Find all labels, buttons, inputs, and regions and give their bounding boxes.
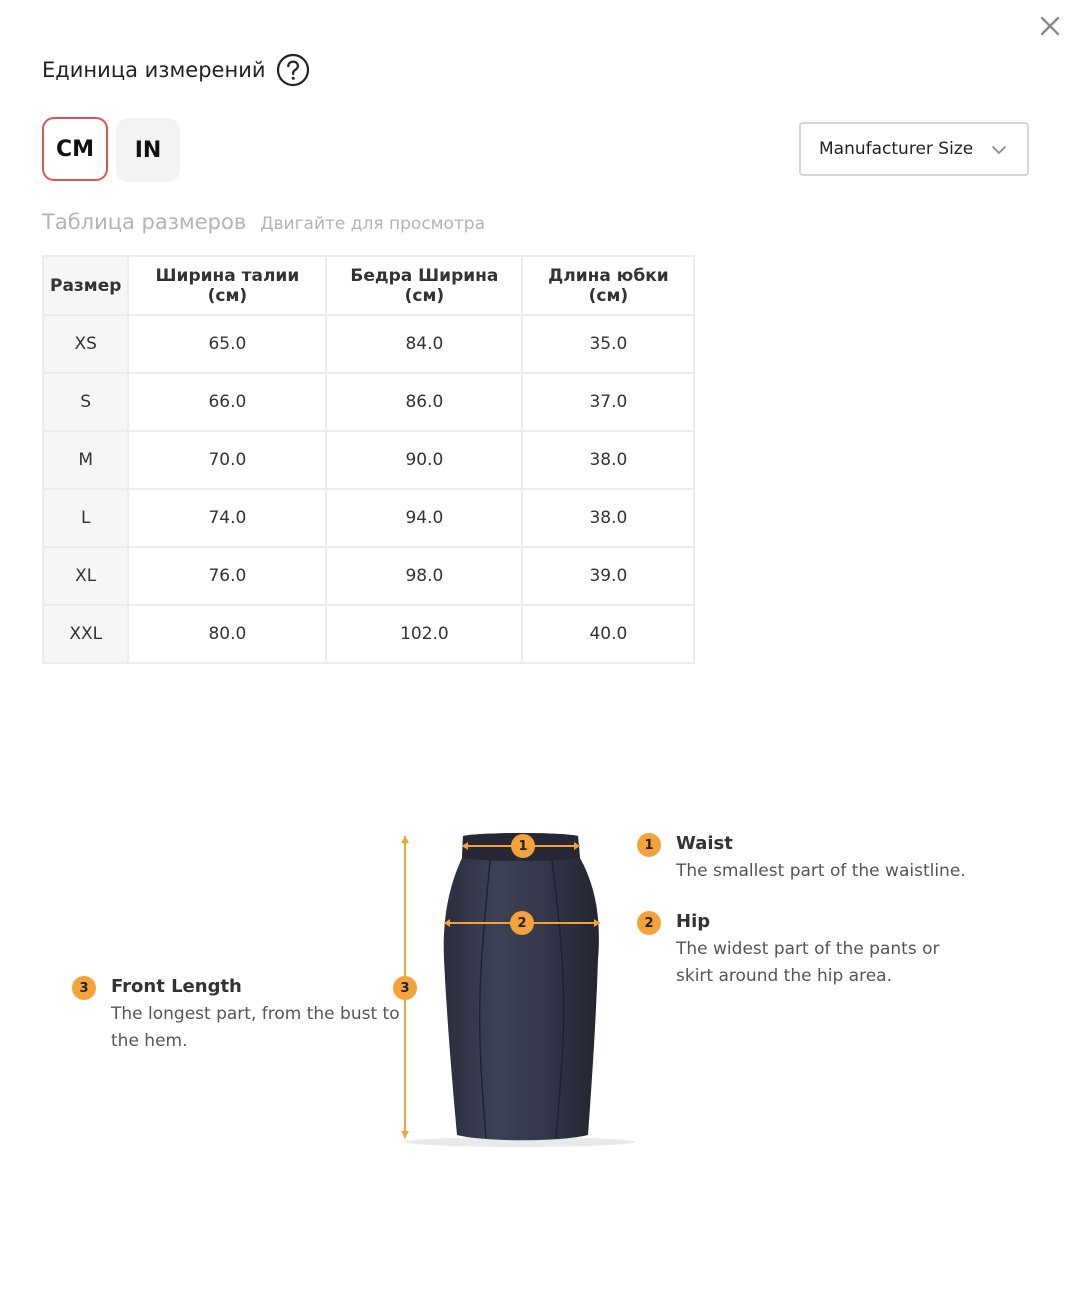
size-table[interactable] xyxy=(42,255,695,664)
cell-hip: 90.0 xyxy=(326,431,522,489)
cell-waist: 66.0 xyxy=(128,373,326,431)
table-row xyxy=(43,373,694,431)
hip-legend-desc-line2: skirt around the hip area. xyxy=(676,966,892,986)
cell-size: XL xyxy=(43,547,128,605)
cell-hip: 86.0 xyxy=(326,373,522,431)
cell-size: L xyxy=(43,489,128,547)
length-marker-badge: 3 xyxy=(393,976,417,1000)
hip-legend-title: Hip xyxy=(676,911,711,932)
header-length: Длина юбки (см) xyxy=(522,256,694,315)
cell-size: XS xyxy=(43,315,128,373)
cell-length: 38.0 xyxy=(522,431,694,489)
table-row xyxy=(43,315,694,373)
length-legend-desc-line2: the hem. xyxy=(111,1031,188,1051)
table-row xyxy=(43,547,694,605)
chevron-down-icon xyxy=(991,142,1007,158)
cell-hip: 98.0 xyxy=(326,547,522,605)
hip-legend-desc-line1: The widest part of the pants or xyxy=(676,939,940,959)
waist-marker-badge: 1 xyxy=(511,834,535,858)
hip-legend-badge: 2 xyxy=(637,911,661,935)
cell-size: S xyxy=(43,373,128,431)
hip-marker-badge: 2 xyxy=(510,911,534,935)
size-type-value: Manufacturer Size xyxy=(819,139,974,159)
cell-waist: 70.0 xyxy=(128,431,326,489)
cell-hip: 84.0 xyxy=(326,315,522,373)
length-legend-title: Front Length xyxy=(111,976,242,997)
table-row xyxy=(43,605,694,663)
header-hip: Бедра Ширина (см) xyxy=(326,256,522,315)
length-legend-badge: 3 xyxy=(72,976,96,1000)
size-table-header-row xyxy=(43,256,694,315)
unit-title xyxy=(42,52,310,88)
cell-size: XXL xyxy=(43,605,128,663)
unit-cm-button[interactable]: CM xyxy=(42,117,108,181)
unit-title-text: Единица измерений xyxy=(42,58,266,82)
cell-hip: 102.0 xyxy=(326,605,522,663)
size-table-hint: Двигайте для просмотра xyxy=(260,214,486,234)
cell-size: M xyxy=(43,431,128,489)
size-table-title: Таблица размеров xyxy=(42,210,247,234)
table-row xyxy=(43,489,694,547)
unit-in-button[interactable]: IN xyxy=(116,118,180,182)
waist-legend-desc: The smallest part of the waistline. xyxy=(676,861,966,881)
cell-length: 40.0 xyxy=(522,605,694,663)
cell-length: 39.0 xyxy=(522,547,694,605)
close-icon[interactable] xyxy=(1034,10,1066,42)
waist-legend-title: Waist xyxy=(676,833,733,854)
measurement-diagram xyxy=(0,820,1074,1160)
size-type-select[interactable] xyxy=(799,122,1029,176)
waist-legend-badge: 1 xyxy=(637,833,661,857)
cell-length: 35.0 xyxy=(522,315,694,373)
cell-waist: 80.0 xyxy=(128,605,326,663)
question-circle-icon[interactable] xyxy=(276,53,310,87)
table-row xyxy=(43,431,694,489)
header-size: Размер xyxy=(43,256,128,315)
cell-hip: 94.0 xyxy=(326,489,522,547)
cell-waist: 74.0 xyxy=(128,489,326,547)
cell-length: 37.0 xyxy=(522,373,694,431)
size-table-heading xyxy=(42,210,485,234)
cell-length: 38.0 xyxy=(522,489,694,547)
header-waist: Ширина талии (см) xyxy=(128,256,326,315)
length-legend-desc-line1: The longest part, from the bust to xyxy=(111,1004,400,1024)
cell-waist: 65.0 xyxy=(128,315,326,373)
cell-waist: 76.0 xyxy=(128,547,326,605)
